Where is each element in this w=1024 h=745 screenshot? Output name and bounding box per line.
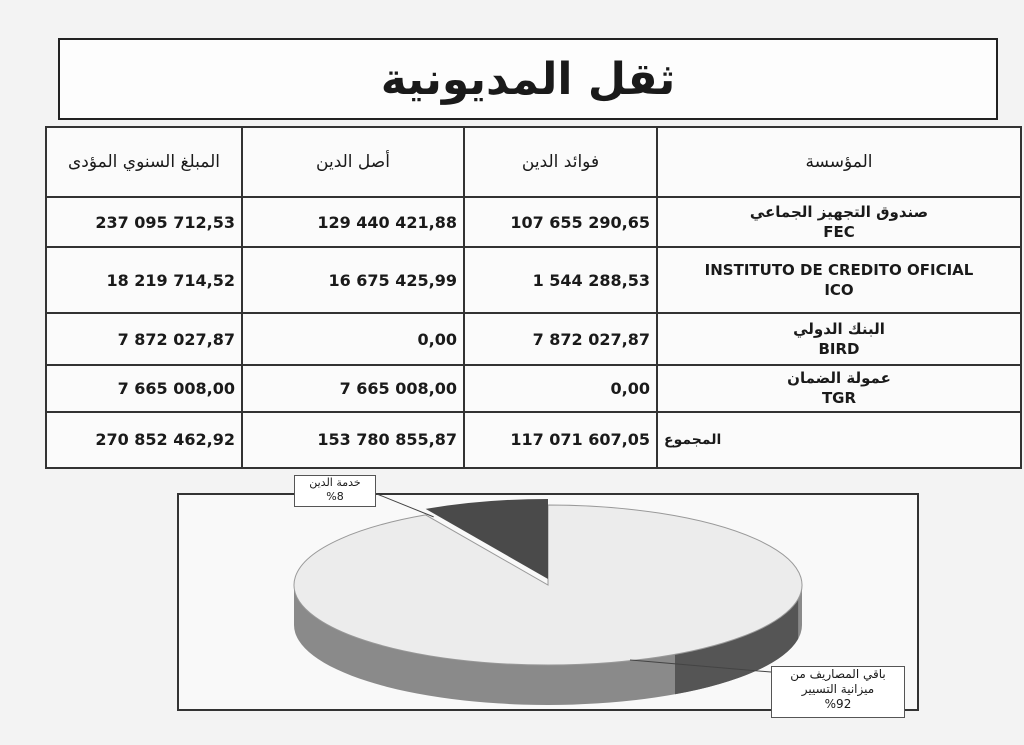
callout-debt-service-label: خدمة الدين [309, 476, 361, 489]
header-annual-amount: المبلغ السنوي المؤدى [46, 127, 242, 197]
callout-debt-service-value: %8 [326, 489, 344, 503]
institution-name: INSTITUTO DE CREDITO OFICIAL [704, 260, 974, 279]
cell-annual: 7 872 027,87 [46, 313, 242, 365]
institution-code: TGR [821, 389, 857, 408]
header-institution: المؤسسة [657, 127, 1021, 197]
cell-principal: 0,00 [242, 313, 464, 365]
cell-principal: 129 440 421,88 [242, 197, 464, 247]
total-interest: 117 071 607,05 [464, 412, 657, 468]
callout-rest-value: %92 [824, 697, 852, 711]
cell-interest: 0,00 [464, 365, 657, 412]
callout-leader-debt-service [372, 492, 434, 517]
cell-annual: 237 095 712,53 [46, 197, 242, 247]
callout-rest-label: باقي المصاريف من ميزانية التسيير [790, 667, 886, 696]
total-annual: 270 852 462,92 [46, 412, 242, 468]
total-label: المجموع [657, 412, 1021, 468]
cell-interest: 1 544 288,53 [464, 247, 657, 313]
institution-code: BIRD [818, 340, 860, 358]
callout-rest-of-budget [771, 666, 905, 718]
cell-interest: 107 655 290,65 [464, 197, 657, 247]
header-interest: فوائد الدين [464, 127, 657, 197]
cell-principal: 7 665 008,00 [242, 365, 464, 412]
institution-name: البنك الدولي [793, 319, 885, 338]
cell-annual: 18 219 714,52 [46, 247, 242, 313]
cell-annual: 7 665 008,00 [46, 365, 242, 412]
institution-code: ICO [824, 281, 854, 299]
total-principal: 153 780 855,87 [242, 412, 464, 468]
institution-name: صندوق التجهيز الجماعي [749, 202, 929, 221]
cell-interest: 7 872 027,87 [464, 313, 657, 365]
cell-principal: 16 675 425,99 [242, 247, 464, 313]
institution-name: عمولة الضمان [787, 369, 891, 387]
callout-debt-service [294, 475, 376, 507]
institution-code: FEC [823, 223, 855, 241]
page-title: ثقل المديونية [380, 53, 676, 105]
header-principal: أصل الدين [242, 127, 464, 197]
